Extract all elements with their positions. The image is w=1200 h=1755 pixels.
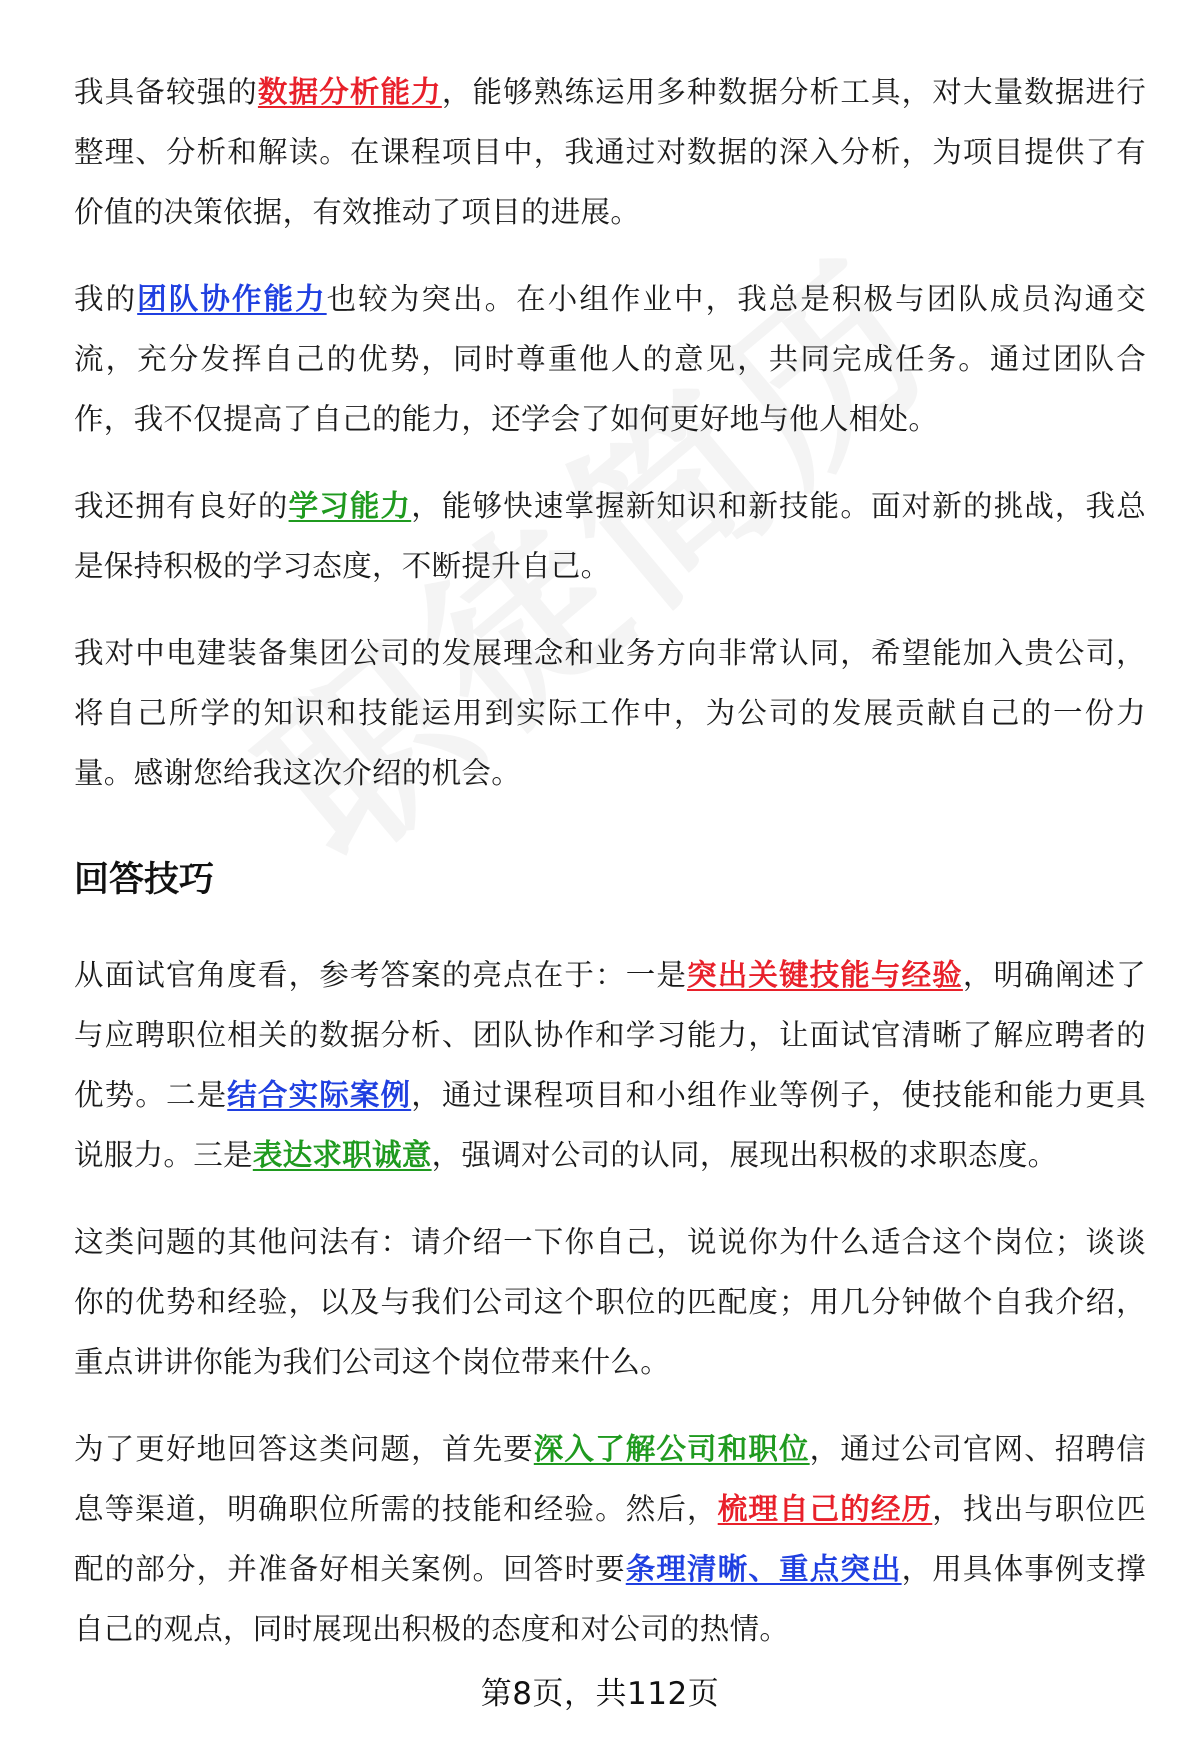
paragraph-text: 我的 [74, 282, 138, 316]
highlight-data-analysis: 数据分析能力 [257, 75, 442, 109]
paragraph-teamwork [74, 269, 1146, 449]
paragraph-text: ，通过课程项目和小组作业等例子，使技能和能力更具说服力。三是 [74, 1078, 1146, 1172]
paragraph-closing: 我对中电建装备集团公司的发展理念和业务方向非常认同，希望能加入贵公司，将自己所学的知识和技能运用到实际工作中，为公司的发展贡献自己的一份力量。感谢您给我这次介绍的机会。 [74, 636, 1146, 790]
page-number: 第8页，共112页 [480, 1676, 720, 1712]
paragraph-tips-method [74, 1419, 1146, 1659]
highlight-real-cases: 结合实际案例 [227, 1078, 412, 1112]
highlight-teamwork: 团队协作能力 [137, 282, 327, 316]
paragraph-text: ，强调对公司的认同，展现出积极的求职态度。 [431, 1138, 1058, 1172]
highlight-understand-company: 深入了解公司和职位 [533, 1432, 810, 1466]
paragraph-text: 我具备较强的 [74, 75, 258, 109]
paragraph-learning [74, 476, 1146, 596]
paragraph-text: 从面试官角度看，参考答案的亮点在于：一是 [74, 958, 688, 992]
paragraph-text: ，通过公司官网、招聘信息等渠道，明确职位所需的技能和经验。然后， [74, 1432, 1146, 1526]
paragraph-tips-variants: 这类问题的其他问法有：请介绍一下你自己，说说你为什么适合这个岗位；谈谈你的优势和经验，以及与我们公司这个职位的匹配度；用几分钟做个自我介绍，重点讲讲你能为我们公司这个岗位带来什么。 [74, 1225, 1146, 1379]
paragraph-text: 我还拥有良好的 [74, 489, 289, 523]
paragraph-data-analysis [74, 62, 1146, 242]
paragraph-text: ，明确阐述了与应聘职位相关的数据分析、团队协作和学习能力，让面试官清晰了解应聘者的优势。二是 [74, 958, 1146, 1112]
paragraph-text: 为了更好地回答这类问题，首先要 [74, 1432, 534, 1466]
paragraph-text: ，找出与职位匹配的部分，并准备好相关案例。回答时要 [74, 1492, 1146, 1586]
paragraph-text: 也较为突出。在小组作业中，我总是积极与团队成员沟通交流，充分发挥自己的优势，同时尊重他人的意见，共同完成任务。通过团队合作，我不仅提高了自己的能力，还学会了如何更好地与他人相处。 [74, 282, 1146, 436]
paragraph-text: ，能够快速掌握新知识和新技能。面对新的挑战，我总是保持积极的学习态度，不断提升自己。 [74, 489, 1147, 583]
section-title: 回答技巧 [74, 860, 215, 900]
highlight-learning: 学习能力 [288, 489, 412, 523]
paragraph-text: ，能够熟练运用多种数据分析工具，对大量数据进行整理、分析和解读。在课程项目中，我通过对数据的深入分析，为项目提供了有价值的决策依据，有效推动了项目的进展。 [74, 75, 1146, 229]
highlight-clear-focus: 条理清晰、重点突出 [625, 1552, 902, 1586]
document-body [74, 62, 1146, 1686]
highlight-key-skills: 突出关键技能与经验 [687, 958, 963, 992]
paragraph-tips-highlights [74, 945, 1146, 1185]
paragraph-text: ，用具体事例支撑自己的观点，同时展现出积极的态度和对公司的热情。 [74, 1552, 1146, 1646]
highlight-sincerity: 表达求职诚意 [252, 1138, 432, 1172]
highlight-sort-experience: 梳理自己的经历 [717, 1492, 933, 1526]
